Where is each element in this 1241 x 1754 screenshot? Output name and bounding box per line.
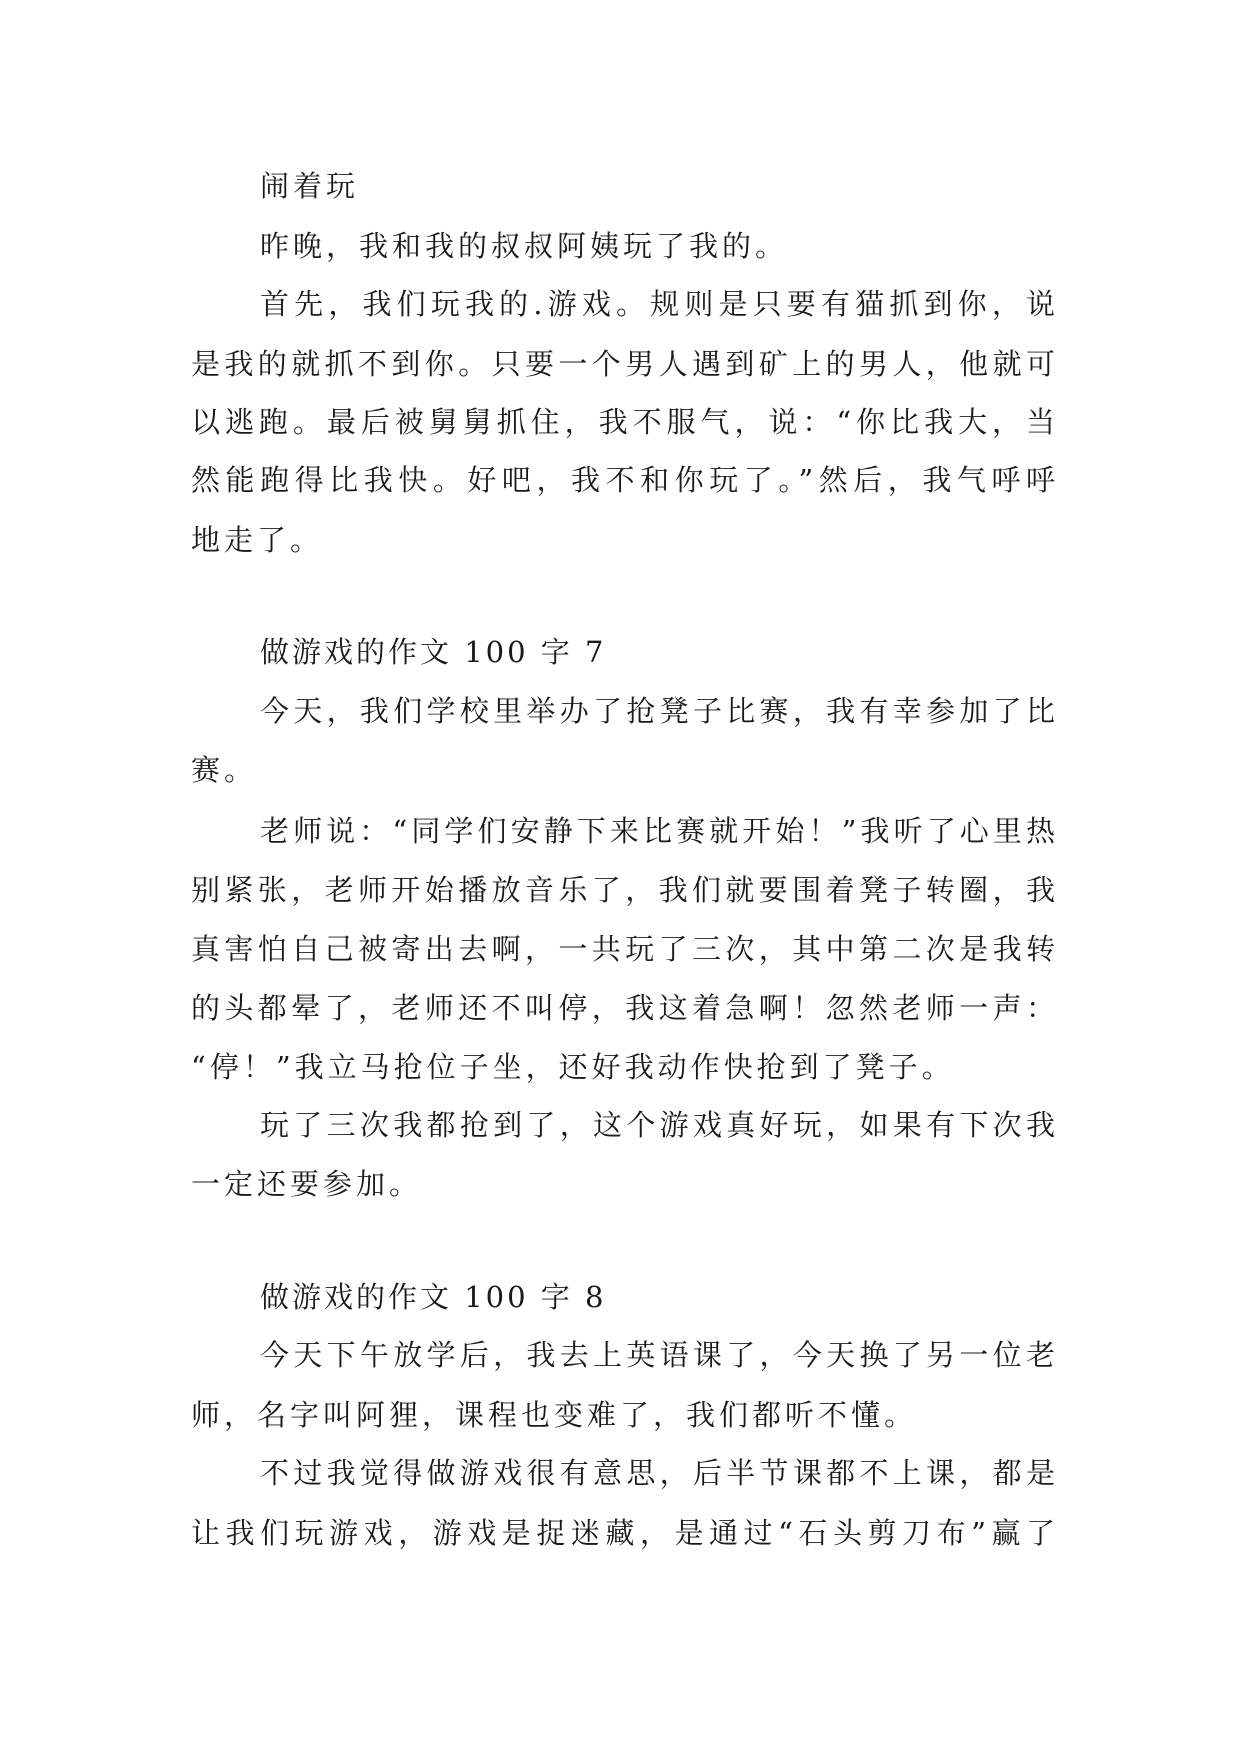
text-line: 然能跑得比我快。好吧，我不和你玩了。”然后，我气呼呼: [191, 463, 1055, 497]
section-heading: 做游戏的作文 100 字 8: [260, 1280, 607, 1314]
text-line: 真害怕自己被寄出去啊，一共玩了三次，其中第二次是我转: [191, 932, 1055, 966]
text-line: 以逃跑。最后被舅舅抓住，我不服气，说：“你比我大，当: [191, 405, 1055, 439]
text-line: 昨晚，我和我的叔叔阿姨玩了我的。: [260, 229, 789, 263]
essay-title: 闹着玩: [260, 169, 360, 203]
text-line: 是我的就抓不到你。只要一个男人遇到矿上的男人，他就可: [191, 347, 1055, 381]
text-line: 别紧张，老师开始播放音乐了，我们就要围着凳子转圈，我: [191, 873, 1055, 907]
section-heading: 做游戏的作文 100 字 7: [260, 635, 607, 669]
text-line: 让我们玩游戏，游戏是捉迷藏，是通过“石头剪刀布”赢了: [191, 1516, 1055, 1550]
text-line: 一定还要参加。: [191, 1167, 423, 1201]
text-line: 今天下午放学后，我去上英语课了，今天换了另一位老: [260, 1338, 1055, 1372]
text-line: 师，名字叫阿狸，课程也变难了，我们都听不懂。: [191, 1398, 918, 1432]
text-line: 赛。: [191, 753, 258, 787]
text-line: 今天，我们学校里举办了抢凳子比赛，我有幸参加了比: [260, 694, 1055, 728]
text-line: “停！”我立马抢位子坐，还好我动作快抢到了凳子。: [191, 1050, 955, 1084]
text-line: 地走了。: [191, 523, 324, 557]
text-line: 不过我觉得做游戏很有意思，后半节课都不上课，都是: [260, 1456, 1055, 1490]
text-line: 首先，我们玩我的.游戏。规则是只要有猫抓到你，说: [260, 287, 1055, 321]
text-line: 的头都晕了，老师还不叫停，我这着急啊！忽然老师一声：: [191, 991, 1055, 1025]
text-line: 玩了三次我都抢到了，这个游戏真好玩，如果有下次我: [260, 1108, 1055, 1142]
text-line: 老师说：“同学们安静下来比赛就开始！”我听了心里热: [260, 814, 1055, 848]
